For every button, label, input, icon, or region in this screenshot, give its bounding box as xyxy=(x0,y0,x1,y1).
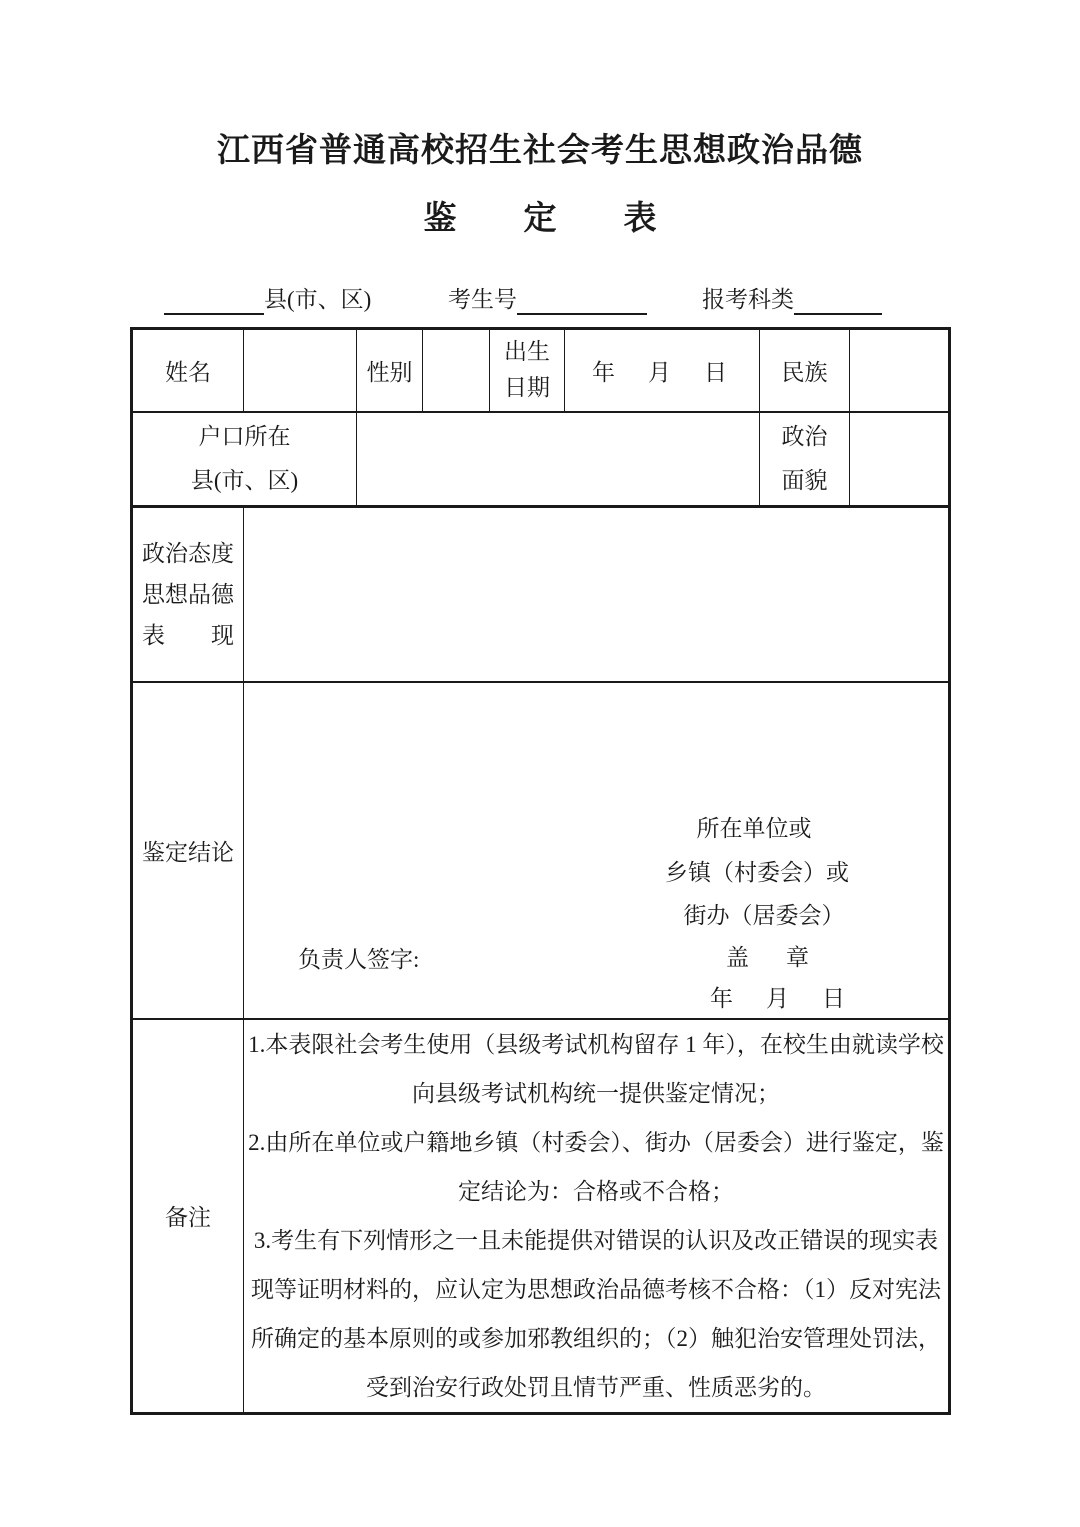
remark-item-1: 1.本表限社会考生使用（县级考试机构留存 1 年），在校生由就读学校向县级考试机构统一提供鉴定情况； xyxy=(248,1031,944,1106)
form-title-line1: 江西省普通高校招生社会考生思想政治品德 xyxy=(217,133,863,169)
form-title-line2: 鉴 定 表 xyxy=(423,201,674,237)
conduct-label-cell xyxy=(132,507,244,682)
conclusion-date-line: 年 月 日 xyxy=(710,985,850,1011)
birthdate-label-line1: 出生 xyxy=(504,339,550,365)
table-row xyxy=(132,412,950,507)
name-label-cell: 姓名 xyxy=(132,329,244,412)
conclusion-content-cell xyxy=(244,682,950,1019)
signer-label: 负责人签字: xyxy=(298,946,420,972)
political-status-label-line1: 政治 xyxy=(781,423,828,449)
meta-line xyxy=(0,283,1080,315)
conduct-label-line3: 表 现 xyxy=(142,622,234,648)
name-value-cell xyxy=(244,329,357,412)
county-blank-group xyxy=(164,285,371,315)
issuer-unit-line1: 所在单位或 xyxy=(696,815,812,841)
candidate-no-fill-blank xyxy=(517,287,647,315)
category-fill-blank xyxy=(794,287,882,315)
gender-value-cell xyxy=(423,329,490,412)
issuer-unit-line3: 街办（居委会） xyxy=(683,902,845,928)
candidate-no-group xyxy=(448,285,647,315)
remarks-content-cell xyxy=(244,1019,950,1414)
residence-label-line2: 县(市、区) xyxy=(190,467,299,493)
county-suffix-label: 县(市、区) xyxy=(264,287,372,312)
conduct-label-line1: 政治态度 xyxy=(142,540,234,566)
category-label: 报考科类 xyxy=(702,287,794,312)
table-row xyxy=(132,682,950,1019)
ethnicity-value-cell xyxy=(850,329,950,412)
candidate-no-label: 考生号 xyxy=(448,287,517,312)
residence-label-cell xyxy=(132,412,357,507)
birthdate-label-line2: 日期 xyxy=(504,375,550,401)
table-row xyxy=(132,1019,950,1414)
appraisal-form-table xyxy=(130,327,951,1415)
county-fill-blank xyxy=(164,287,264,315)
gender-label-cell: 性别 xyxy=(357,329,423,412)
seal-label: 盖 章 xyxy=(726,944,816,970)
residence-value-cell xyxy=(357,412,760,507)
ethnicity-label-cell: 民族 xyxy=(760,329,850,412)
political-status-label-cell xyxy=(760,412,850,507)
conclusion-label-cell: 鉴定结论 xyxy=(132,682,244,1019)
political-status-label-line2: 面貌 xyxy=(781,467,828,493)
remark-item-3: 3.考生有下列情形之一且未能提供对错误的认识及改正错误的现实表现等证明材料的，应认定为思想政治品德考核不合格：（1）反对宪法所确定的基本原则的或参加邪教组织的；（2）触犯治安管理处罚法，受到治安行政处罚且情节严重、性质恶劣的。 xyxy=(251,1227,941,1400)
birthdate-value-cell: 年 月 日 xyxy=(565,329,760,412)
category-group xyxy=(702,285,882,315)
residence-label-line1: 户口所在 xyxy=(198,423,291,449)
political-status-value-cell xyxy=(850,412,950,507)
conduct-label-line2: 思想品德 xyxy=(142,581,234,607)
remarks-label-cell: 备注 xyxy=(132,1019,244,1414)
birthdate-label-cell xyxy=(490,329,565,412)
table-row xyxy=(132,329,950,412)
issuer-unit-line2: 乡镇（村委会）或 xyxy=(665,859,849,885)
table-row xyxy=(132,507,950,682)
remark-item-2: 2.由所在单位或户籍地乡镇（村委会）、街办（居委会）进行鉴定，鉴定结论为：合格或不合格； xyxy=(248,1129,944,1204)
conduct-content-cell xyxy=(244,507,950,682)
